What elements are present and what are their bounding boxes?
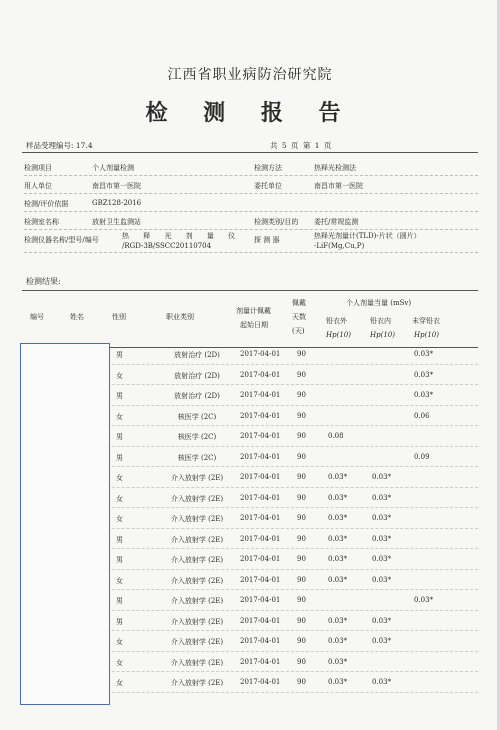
no-apron-dose-cell: 0.03* — [414, 370, 434, 379]
col-type: 职业类别 — [166, 313, 194, 321]
col-name: 姓名 — [70, 313, 84, 321]
institute-name: 江西省职业病防治研究院 — [167, 67, 333, 83]
col-days-unit: (天) — [292, 327, 305, 335]
item-value: 个人剂量检测 — [92, 164, 134, 172]
days-cell: 90 — [297, 473, 306, 481]
days-cell: 90 — [297, 432, 306, 440]
method-value: 热释光检测法 — [314, 164, 356, 172]
type-cell: 核医学 (2C) — [177, 433, 217, 441]
inner-dose-cell: 0.03* — [372, 575, 392, 584]
col-gender: 性别 — [112, 313, 126, 321]
category-value: 委托/常规监测 — [314, 218, 359, 226]
page-info: 共 5 页 第 1 页 — [270, 141, 333, 150]
type-cell: 介入放射学 (2E) — [170, 658, 224, 667]
gender-cell: 女 — [116, 638, 123, 646]
date-cell: 2017-04-01 — [240, 370, 281, 379]
days-cell: 90 — [297, 370, 306, 379]
gender-cell: 男 — [116, 535, 123, 544]
type-cell: 放射治疗 (2D) — [174, 392, 220, 400]
report-title: 检 测 报 告 — [145, 100, 355, 126]
type-cell: 放射治疗 (2D) — [174, 351, 220, 359]
divider-top — [22, 152, 478, 153]
date-cell: 2017-04-01 — [240, 391, 281, 399]
date-cell: 2017-04-01 — [240, 555, 281, 563]
inner-dose-cell: 0.03* — [372, 534, 392, 543]
inner-dose-cell: 0.03* — [372, 555, 392, 563]
gender-cell: 男 — [116, 556, 123, 564]
gender-cell: 男 — [116, 453, 123, 462]
date-cell: 2017-04-01 — [240, 657, 281, 666]
inner-dose-cell: 0.03* — [372, 493, 392, 502]
outer-dose-cell: 0.03* — [328, 616, 348, 625]
instrument-model: /RGD-3B/SSCC20110704 — [122, 242, 212, 250]
col-days-sub: 天数 — [292, 313, 306, 321]
outer-dose-cell: 0.03* — [328, 657, 348, 666]
detector-label: 探 测 器 — [254, 236, 280, 244]
room-value: 放射卫生监测站 — [92, 218, 141, 226]
basis-label: 检测/评价依据 — [24, 200, 69, 208]
gender-cell: 女 — [116, 412, 123, 421]
outer-dose-cell: 0.03* — [328, 637, 348, 645]
date-cell: 2017-04-01 — [240, 534, 281, 543]
col-date: 剂量计佩戴 — [236, 307, 271, 315]
results-label: 检测结果: — [26, 277, 61, 286]
gender-cell: 男 — [116, 433, 123, 441]
days-cell: 90 — [297, 657, 306, 666]
col-outer-hp: Hp(10) — [326, 331, 351, 339]
date-cell: 2017-04-01 — [240, 493, 281, 502]
days-cell: 90 — [297, 391, 306, 399]
days-cell: 90 — [297, 514, 306, 522]
gender-cell: 男 — [116, 597, 123, 605]
type-cell: 介入放射学 (2E) — [170, 515, 224, 523]
info-row — [24, 230, 478, 253]
detector-material: -LiF(Mg,Cu,P) — [314, 242, 365, 250]
outer-dose-cell: 0.03* — [328, 555, 348, 563]
gender-cell: 女 — [116, 494, 123, 503]
type-cell: 介入放射学 (2E) — [170, 617, 224, 626]
date-cell: 2017-04-01 — [240, 678, 281, 686]
gender-cell: 男 — [116, 351, 123, 359]
type-cell: 核医学 (2C) — [177, 453, 217, 462]
date-cell: 2017-04-01 — [240, 637, 281, 645]
info-row — [24, 176, 478, 194]
col-no: 编号 — [30, 313, 44, 321]
date-cell: 2017-04-01 — [240, 575, 281, 584]
gender-cell: 男 — [116, 392, 123, 400]
days-cell: 90 — [297, 493, 306, 502]
gender-cell: 男 — [116, 617, 123, 626]
basis-value: GBZ128-2016 — [92, 199, 142, 207]
days-cell: 90 — [297, 350, 306, 358]
method-label: 检测方法 — [254, 164, 282, 172]
gender-cell: 女 — [116, 371, 123, 380]
days-cell: 90 — [297, 637, 306, 645]
info-row — [24, 194, 478, 212]
instrument-value: 热 释 光 剂 量 仪 — [122, 232, 242, 240]
col-outer: 铅衣外 — [326, 317, 347, 325]
days-cell: 90 — [297, 616, 306, 625]
date-cell: 2017-04-01 — [240, 432, 281, 440]
detector-value: 热释光剂量计(TLD)-片状（圆片） — [314, 232, 421, 240]
employer-value: 南昌市第一医院 — [92, 182, 141, 190]
outer-dose-cell: 0.08 — [328, 432, 344, 440]
col-dose: 个人剂量当量 (mSv) — [346, 299, 412, 307]
type-cell: 介入放射学 (2E) — [170, 679, 224, 687]
col-inner: 铅衣内 — [370, 317, 391, 325]
type-cell: 介入放射学 (2E) — [170, 474, 224, 482]
col-none-hp: Hp(10) — [414, 331, 439, 339]
type-cell: 介入放射学 (2E) — [170, 638, 224, 646]
gender-cell: 女 — [116, 474, 123, 482]
days-cell: 90 — [297, 555, 306, 563]
days-cell: 90 — [297, 575, 306, 584]
type-cell: 核医学 (2C) — [177, 412, 217, 421]
days-cell: 90 — [297, 678, 306, 686]
info-row — [24, 158, 478, 176]
date-cell: 2017-04-01 — [240, 452, 281, 461]
days-cell: 90 — [297, 411, 306, 420]
room-label: 检测室名称 — [24, 218, 59, 226]
outer-dose-cell: 0.03* — [328, 575, 348, 584]
info-block — [24, 158, 478, 253]
no-apron-dose-cell: 0.03* — [414, 391, 434, 399]
type-cell: 介入放射学 (2E) — [170, 556, 224, 564]
outer-dose-cell: 0.03* — [328, 678, 348, 686]
item-label: 检测项目 — [24, 164, 52, 172]
date-cell: 2017-04-01 — [240, 350, 281, 358]
instrument-label: 检测仪器名称/型号/编号 — [24, 236, 99, 244]
col-days: 佩戴 — [292, 299, 306, 307]
date-cell: 2017-04-01 — [240, 616, 281, 625]
gender-cell: 女 — [116, 658, 123, 667]
gender-cell: 女 — [116, 576, 123, 585]
date-cell: 2017-04-01 — [240, 411, 281, 420]
days-cell: 90 — [297, 596, 306, 604]
outer-dose-cell: 0.03* — [328, 534, 348, 543]
days-cell: 90 — [297, 452, 306, 461]
inner-dose-cell: 0.03* — [372, 473, 392, 481]
client-value: 南昌市第一医院 — [314, 182, 363, 190]
outer-dose-cell: 0.03* — [328, 514, 348, 522]
category-label: 检测类别/目的 — [254, 218, 299, 226]
type-cell: 放射治疗 (2D) — [174, 371, 220, 380]
gender-cell: 女 — [116, 515, 123, 523]
date-cell: 2017-04-01 — [240, 514, 281, 522]
outer-dose-cell: 0.03* — [328, 493, 348, 502]
days-cell: 90 — [297, 534, 306, 543]
gender-cell: 女 — [116, 679, 123, 687]
inner-dose-cell: 0.03* — [372, 678, 392, 686]
inner-dose-cell: 0.03* — [372, 616, 392, 625]
inner-dose-cell: 0.03* — [372, 514, 392, 522]
client-label: 委托单位 — [254, 182, 282, 190]
type-cell: 介入放射学 (2E) — [170, 535, 224, 544]
outer-dose-cell: 0.03* — [328, 473, 348, 481]
type-cell: 介入放射学 (2E) — [170, 597, 224, 605]
no-apron-dose-cell: 0.03* — [414, 596, 434, 604]
col-inner-hp: Hp(10) — [370, 331, 395, 339]
type-cell: 介入放射学 (2E) — [170, 576, 224, 585]
no-apron-dose-cell: 0.09 — [414, 452, 430, 461]
sample-number: 样品受理编号: 17.4 — [26, 141, 93, 150]
type-cell: 介入放射学 (2E) — [170, 494, 224, 503]
no-apron-dose-cell: 0.06 — [414, 411, 430, 420]
col-date-sub: 起始日期 — [240, 321, 268, 329]
no-apron-dose-cell: 0.03* — [414, 350, 434, 358]
col-none: 未穿铅衣 — [412, 317, 440, 325]
divider-table-top — [22, 290, 478, 291]
info-row — [24, 212, 478, 230]
date-cell: 2017-04-01 — [240, 473, 281, 481]
inner-dose-cell: 0.03* — [372, 637, 392, 645]
redaction-box — [20, 343, 110, 705]
employer-label: 用人单位 — [24, 182, 52, 190]
date-cell: 2017-04-01 — [240, 596, 281, 604]
